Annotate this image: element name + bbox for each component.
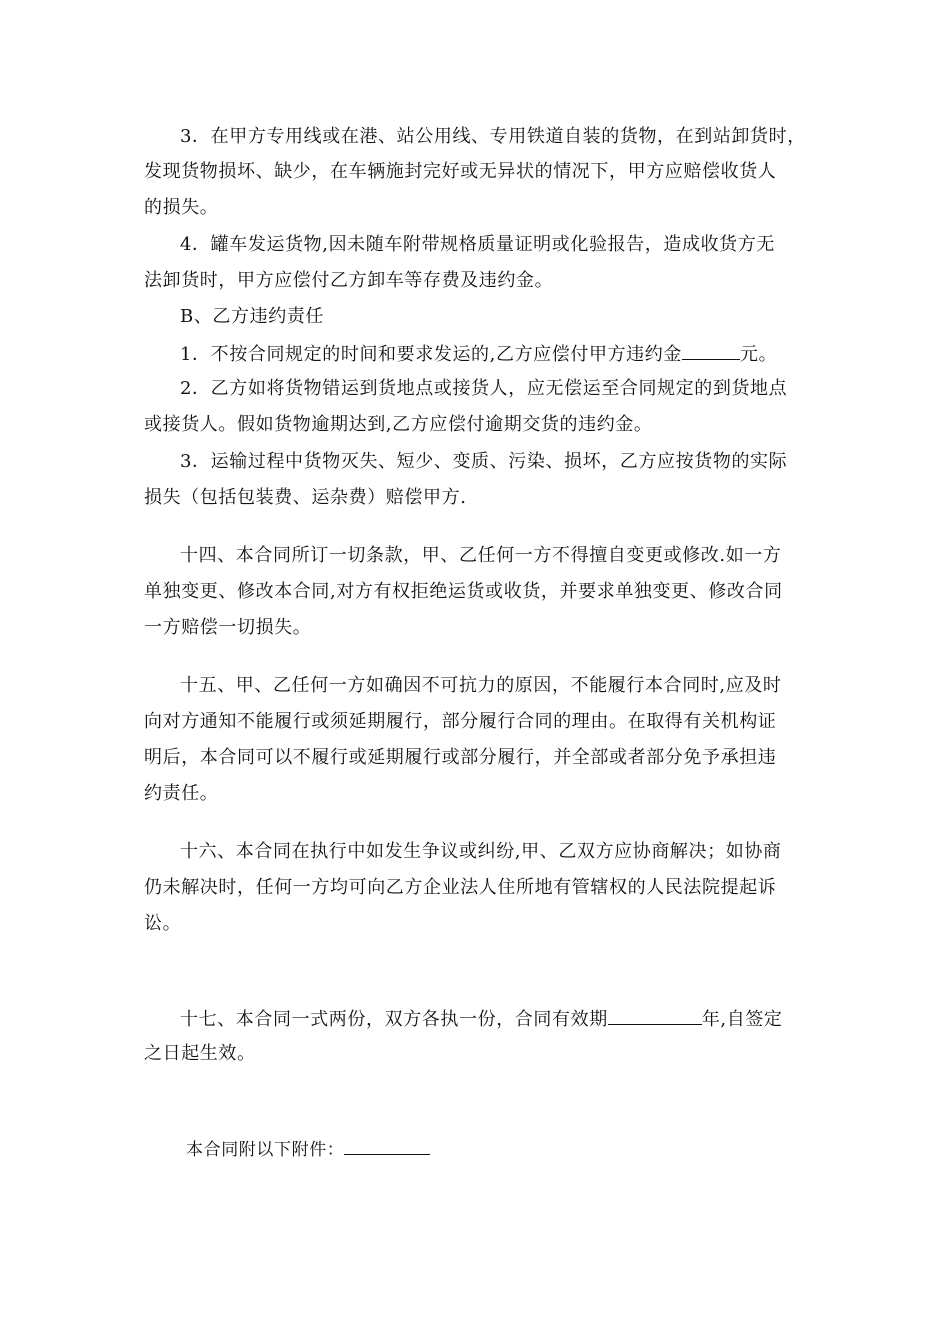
clause-a3-line-3: 的损失。 <box>144 197 219 218</box>
clause-b1-text: 1．不按合同规定的时间和要求发运的,乙方应偿付甲方违约金 <box>180 344 682 365</box>
attachments-blank <box>344 1137 430 1155</box>
clause-15-line-3: 明后，本合同可以不履行或延期履行或部分履行，并全部或者部分免予承担违 <box>144 747 777 768</box>
clause-15-line-2: 向对方通知不能履行或须延期履行，部分履行合同的理由。在取得有关机构证 <box>144 711 777 732</box>
clause-b2-line-2: 或接货人。假如货物逾期达到,乙方应偿付逾期交货的违约金。 <box>144 414 653 435</box>
clause-b3-line-2: 损失（包括包装费、运杂费）赔偿甲方. <box>144 487 467 508</box>
clause-16-line-1: 十六、本合同在执行中如发生争议或纠纷,甲、乙双方应协商解决；如协商 <box>180 841 782 862</box>
clause-17-text: 十七、本合同一式两份，双方各执一份，合同有效期 <box>180 1009 608 1030</box>
clause-17-tail: 年,自签定 <box>701 1009 783 1030</box>
attachments-line <box>186 1137 430 1161</box>
clause-a3-line-1: 3．在甲方专用线或在港、站公用线、专用铁道自装的货物，在到站卸货时， <box>180 126 806 147</box>
clause-a3-line-2: 发现货物损坏、缺少，在车辆施封完好或无异状的情况下，甲方应赔偿收货人 <box>144 161 777 182</box>
clause-b2-line-1: 2．乙方如将货物错运到货地点或接货人，应无偿运至合同规定的到货地点 <box>180 378 788 399</box>
clause-17-line-1 <box>180 1007 783 1031</box>
clause-17-line-2: 之日起生效。 <box>144 1043 256 1064</box>
clause-16-line-3: 讼。 <box>144 913 182 934</box>
attachments-label: 本合同附以下附件： <box>186 1140 345 1160</box>
clause-15-line-1: 十五、甲、乙任何一方如确因不可抗力的原因，不能履行本合同时,应及时 <box>180 675 782 696</box>
section-b-title: B、乙方违约责任 <box>180 306 325 327</box>
clause-14-line-2: 单独变更、修改本合同,对方有权拒绝运货或收货，并要求单独变更、修改合同 <box>144 581 783 602</box>
clause-16-line-2: 仍未解决时，任何一方均可向乙方企业法人住所地有管辖权的人民法院提起诉 <box>144 877 777 898</box>
clause-b1-unit: 元。 <box>739 344 778 365</box>
clause-a4-line-2: 法卸货时，甲方应偿付乙方卸车等存费及违约金。 <box>144 270 554 291</box>
clause-14-line-3: 一方赔偿一切损失。 <box>144 617 312 638</box>
clause-15-line-4: 约责任。 <box>144 783 219 804</box>
clause-b3-line-1: 3．运输过程中货物灭失、短少、变质、污染、损坏，乙方应按货物的实际 <box>180 451 788 472</box>
validity-years-blank <box>608 1007 702 1025</box>
clause-a4-line-1: 4．罐车发运货物,因未随车附带规格质量证明或化验报告，造成收货方无 <box>180 234 775 255</box>
clause-b1-line <box>180 342 777 366</box>
clause-14-line-1: 十四、本合同所订一切条款，甲、乙任何一方不得擅自变更或修改.如一方 <box>180 545 782 566</box>
penalty-amount-blank <box>682 342 740 360</box>
